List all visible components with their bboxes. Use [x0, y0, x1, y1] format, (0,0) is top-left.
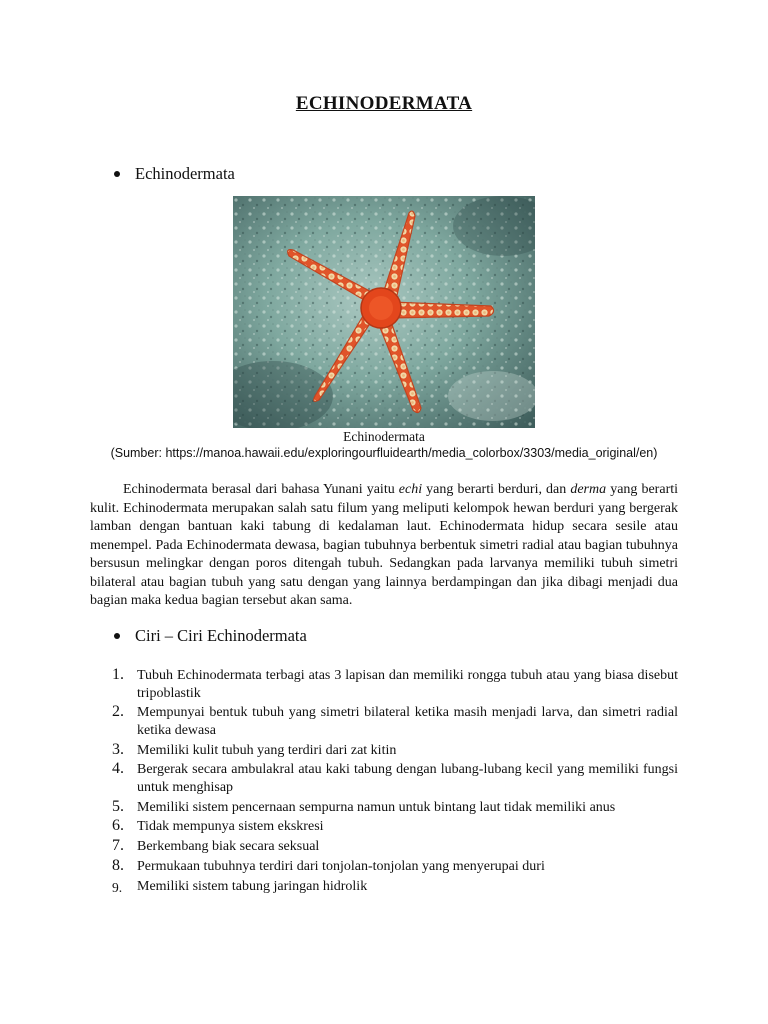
list-item-text: Mempunyai bentuk tubuh yang simetri bilateral ketika masih menjadi larva, dan simetri radial ketika dewasa — [137, 705, 678, 738]
section-heading-echinodermata — [114, 164, 235, 184]
list-number: 9. — [112, 879, 123, 895]
document-title: ECHINODERMATA — [295, 93, 473, 114]
starfish-photo — [233, 196, 535, 428]
list-item — [112, 838, 678, 856]
list-item-text: Memiliki kulit tubuh yang terdiri dari zat kitin — [137, 742, 397, 758]
list-item-text: Tubuh Echinodermata terbagi atas 3 lapisan dan memiliki rongga tubuh atau yang biasa disebut tripoblastik — [137, 668, 678, 701]
section-heading-ciri — [114, 626, 307, 646]
list-item — [112, 799, 678, 817]
list-number: 1. — [112, 666, 124, 683]
list-item-text: Berkembang biak secara seksual — [137, 839, 320, 855]
list-item-text: Bergerak secara ambulakral atau kaki tabung dengan lubang-lubang kecil yang memiliki fungsi untuk menghisap — [137, 762, 678, 795]
paragraph-text-3: yang berarti kulit. Echinodermata merupakan salah satu filum yang meliputi kelompok hewan berduri yang bergerak lamban dengan bantuan kaki tabung di kedalaman laut. Echinodermata hidup secara sesile atau menempel. Pada Echinodermata dewasa, bagian tubuhnya berbentuk simetri radial atau bagian tubuhnya bersusun melingkar dengan poros ditengah tubuh. Sedangkan pada larvanya memiliki tubuh simetri bilateral atau bagian tubuh yang satu dengan yang lainnya berdampingan dan jika dibagi menjadi dua bagian maka kedua bagian tersebut akan sama. — [90, 482, 679, 608]
list-number: 2. — [112, 703, 124, 721]
list-number: 4. — [112, 760, 124, 778]
bullet-icon — [114, 633, 120, 639]
body-paragraph — [90, 481, 678, 611]
list-item — [112, 742, 678, 760]
characteristics-list — [112, 667, 678, 898]
list-item — [112, 704, 678, 739]
paragraph-text-2: yang berarti berduri, dan — [422, 482, 571, 497]
bullet-icon — [114, 171, 120, 177]
list-item — [112, 667, 678, 702]
list-item-text: Tidak mempunya sistem ekskresi — [137, 819, 324, 835]
list-item-text: Memiliki sistem pencernaan sempurna namun untuk bintang laut tidak memiliki anus — [137, 799, 616, 815]
list-item-text: Memiliki sistem tabung jaringan hidrolik — [137, 878, 368, 894]
list-item — [112, 858, 678, 876]
term-echi: echi — [398, 482, 423, 497]
list-item — [112, 818, 678, 836]
image-source: (Sumber: https://manoa.hawaii.edu/exploringourfluidearth/media_colorbox/3303/media_original/en) — [110, 446, 658, 460]
section-heading-text: Echinodermata — [135, 164, 235, 183]
list-item — [112, 878, 678, 896]
list-item — [112, 761, 678, 796]
image-caption: Echinodermata — [343, 429, 425, 444]
paragraph-text-1: Echinodermata berasal dari bahasa Yunani yaitu — [123, 482, 399, 497]
list-number: 5. — [112, 797, 124, 815]
list-item-text: Permukaan tubuhnya terdiri dari tonjolan-tonjolan yang menyerupai duri — [137, 859, 545, 875]
section-heading-text: Ciri – Ciri Echinodermata — [135, 626, 307, 645]
list-number: 3. — [112, 740, 124, 758]
term-derma: derma — [570, 482, 607, 497]
list-number: 6. — [112, 817, 124, 835]
list-number: 8. — [112, 857, 124, 875]
list-number: 7. — [112, 837, 124, 855]
